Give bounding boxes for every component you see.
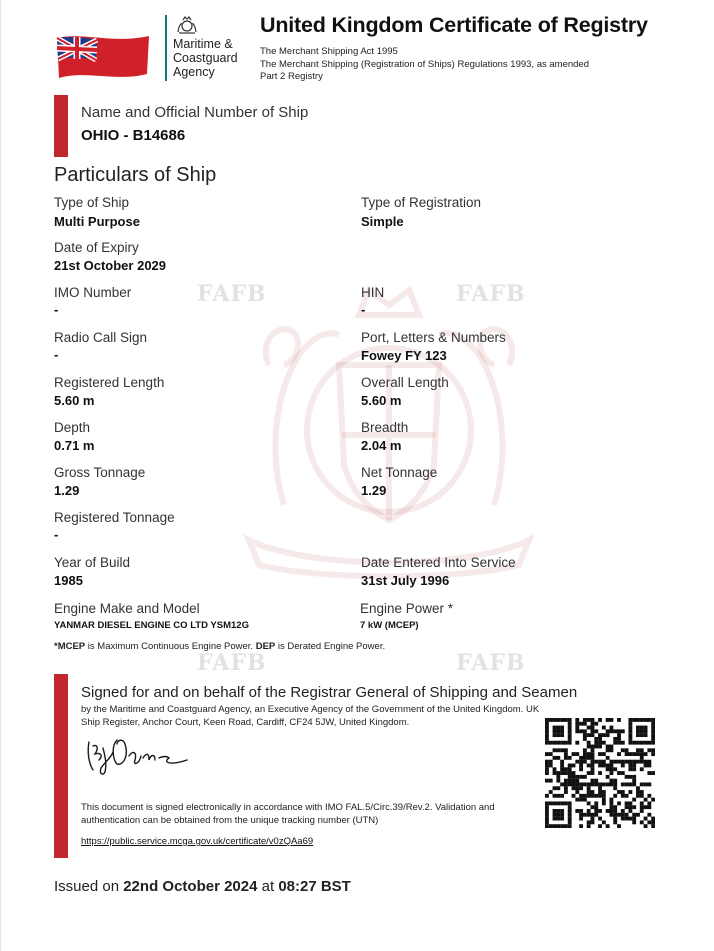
ship-name-label: Name and Official Number of Ship (81, 104, 309, 121)
imo-number-value: - (54, 302, 59, 317)
issued-prefix: Issued on (54, 878, 124, 895)
issued-time: 08:27 BST (278, 878, 351, 895)
type-of-ship-value: Multi Purpose (54, 214, 140, 229)
qr-code-icon[interactable] (545, 718, 655, 828)
year-of-build-label: Year of Build (54, 555, 131, 570)
agency-address-text: by the Maritime and Coastguard Agency, an Executive Agency of the Government of the United Kingdom. UK Ship Register, Anchor Court, Keen Road, Cardiff, CF24 5JW, United Kingdom. (81, 704, 540, 728)
registered-tonnage-value: - (54, 527, 59, 542)
breadth-label: Breadth (361, 420, 409, 435)
breadth-value: 2.04 m (361, 438, 402, 453)
dep-abbrev: DEP (255, 641, 276, 652)
depth-label: Depth (54, 420, 91, 435)
hin-value: - (361, 302, 366, 317)
watermark-stamp: FAFB (197, 281, 267, 307)
depth-value: 0.71 m (54, 438, 95, 453)
gross-tonnage-value: 1.29 (54, 483, 80, 498)
royal-crest-icon (175, 15, 199, 35)
issued-on-line (54, 878, 351, 895)
registered-tonnage-label: Registered Tonnage (54, 510, 175, 525)
utn-verification-link[interactable]: https://public.service.mcga.gov.uk/certificate/v0zQAa69 (81, 836, 314, 847)
radio-call-sign-label: Radio Call Sign (54, 330, 148, 345)
particulars-title: Particulars of Ship (54, 164, 217, 186)
mcep-abbrev: *MCEP (54, 641, 86, 652)
red-ensign-flag-icon (53, 30, 151, 82)
registered-length-label: Registered Length (54, 375, 165, 390)
watermark-stamp: FAFB (197, 650, 267, 676)
date-entered-service-label: Date Entered Into Service (361, 555, 516, 570)
watermark-stamp: FAFB (456, 650, 526, 676)
issued-mid: at (257, 878, 279, 895)
overall-length-value: 5.60 m (361, 393, 402, 408)
engine-power-footnote (54, 641, 385, 652)
engine-make-model-value: YANMAR DIESEL ENGINE CO LTD YSM12G (54, 620, 249, 631)
dep-text: is Derated Engine Power. (275, 641, 386, 652)
imo-number-label: IMO Number (54, 285, 132, 300)
mcep-text: is Maximum Continuous Engine Power. (85, 641, 256, 652)
ship-name-accent-bar (54, 95, 68, 157)
registered-length-value: 5.60 m (54, 393, 95, 408)
overall-length-label: Overall Length (361, 375, 449, 390)
net-tonnage-label: Net Tonnage (361, 465, 438, 480)
port-letters-numbers-value: Fowey FY 123 (361, 348, 447, 363)
date-of-expiry-value: 21st October 2029 (54, 258, 167, 273)
hin-label: HIN (361, 285, 385, 300)
year-of-build-value: 1985 (54, 573, 83, 588)
ship-name-value: OHIO - B14686 (81, 127, 186, 144)
issued-date: 22nd October 2024 (123, 878, 258, 895)
signed-on-behalf-title: Signed for and on behalf of the Registrar General of Shipping and Seamen (81, 684, 578, 701)
date-of-expiry-label: Date of Expiry (54, 240, 139, 255)
gross-tonnage-label: Gross Tonnage (54, 465, 146, 480)
agency-name-line-1: Maritime & (173, 37, 233, 51)
type-of-registration-value: Simple (361, 214, 404, 229)
agency-name-line-3: Agency (173, 65, 215, 79)
legislation-references (260, 46, 589, 84)
type-of-registration-label: Type of Registration (361, 195, 482, 210)
net-tonnage-value: 1.29 (361, 483, 387, 498)
engine-make-model-label: Engine Make and Model (54, 601, 200, 616)
act-line-1: The Merchant Shipping Act 1995 (260, 46, 398, 57)
signature-accent-bar (54, 674, 68, 858)
watermark-stamp: FAFB (456, 281, 526, 307)
date-entered-service-value: 31st July 1996 (361, 573, 450, 588)
agency-logo (165, 15, 247, 81)
electronic-signature-notice: This document is signed electronically in accordance with IMO FAL.5/Circ.39/Rev.2. Validation and authentication can be obtained from the unique tracking number (UTN) (81, 802, 495, 826)
engine-power-value: 7 kW (MCEP) (360, 620, 419, 631)
act-line-3: Part 2 Registry (260, 71, 323, 82)
port-letters-numbers-label: Port, Letters & Numbers (361, 330, 506, 345)
engine-power-label: Engine Power * (360, 601, 454, 616)
certificate-title: United Kingdom Certificate of Registry (260, 13, 648, 37)
registrar-signature (83, 730, 195, 778)
radio-call-sign-value: - (54, 347, 59, 362)
type-of-ship-label: Type of Ship (54, 195, 130, 210)
act-line-2: The Merchant Shipping (Registration of Ships) Regulations 1993, as amended (260, 58, 589, 70)
agency-name-line-2: Coastguard (173, 51, 238, 65)
